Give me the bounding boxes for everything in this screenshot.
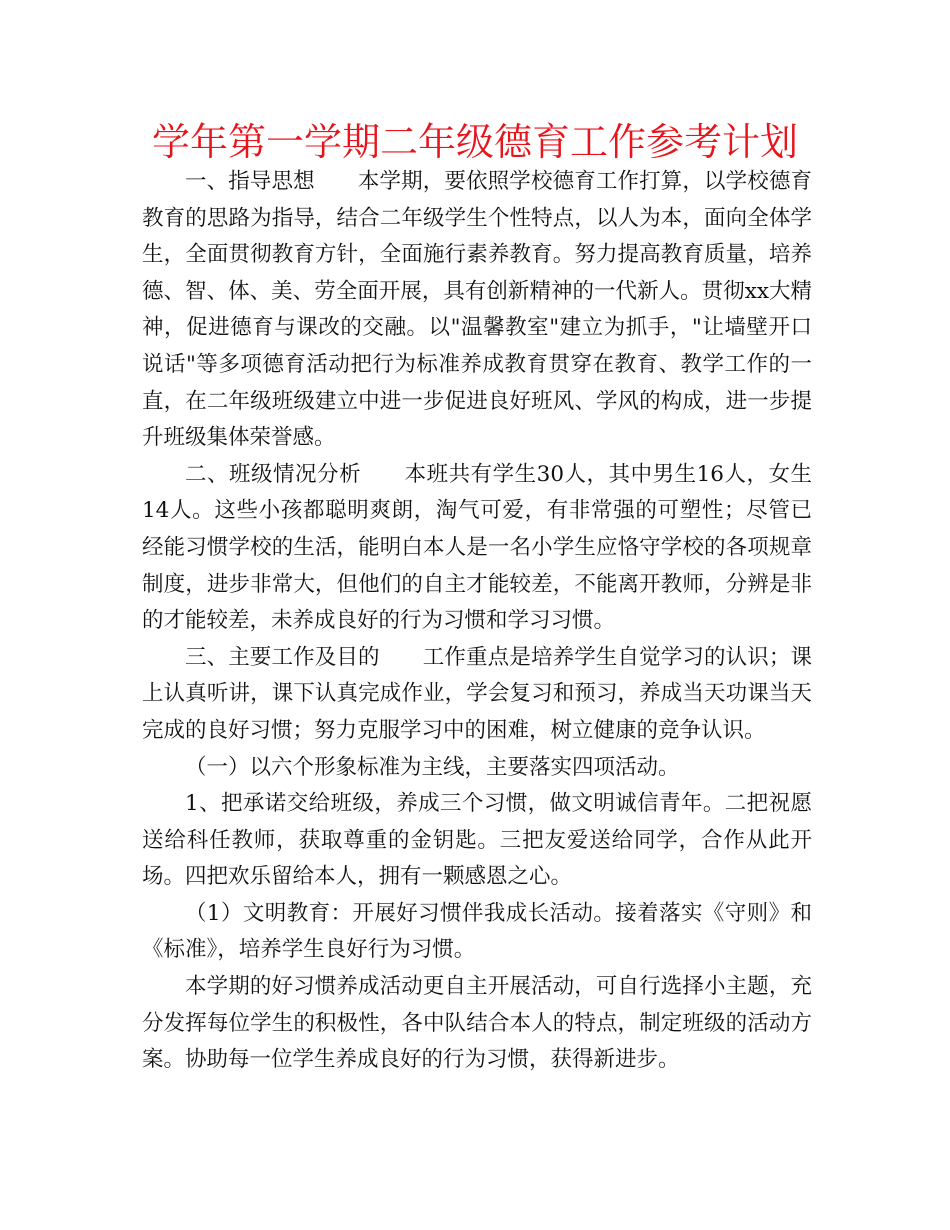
section-class-analysis: [142, 457, 812, 640]
section-heading: 二、班级情况分析: [185, 461, 362, 487]
paragraph: （1）文明教育：开展好习惯伴我成长活动。接着落实《守则》和《标准》，培养学生良好行为习惯。: [142, 900, 812, 963]
section-text: 本班共有学生30人，其中男生16人，女生14人。这些小孩都聪明爽朗，淘气可爱，有非常强的可塑性；尽管已经能习惯学校的生活，能明白本人是一名小学生应恪守学校的各项规章制度，进步非常大，但他们的自主才能较差，不能离开教师，分辨是非的才能较差，未养成良好的行为习惯和学习习惯。: [142, 461, 812, 634]
document-title: 学年第一学期二年级德育工作参考计划: [151, 120, 798, 164]
document-body: [142, 164, 812, 1079]
section-text: 本学期，要依照学校德育工作打算，以学校德育教育的思路为指导，结合二年级学生个性特点，以人为本，面向全体学生，全面贯彻教育方针，全面施行素养教育。努力提高教育质量，培养德、智、体、美、劳全面开展，具有创新精神的一代新人。贯彻xx大精神，促进德育与课改的交融。以"温馨教室"建立为抓手，"让墙壁开口说话"等多项德育活动把行为标准养成教育贯穿在教育、教学工作的一直，在二年级班级建立中进一步促进良好班风、学风的构成，进一步提升班级集体荣誉感。: [142, 169, 812, 451]
section-main-work: [142, 640, 812, 750]
section-guiding-ideology: [142, 164, 812, 457]
section-text: 工作重点是培养学生自觉学习的认识；课上认真听讲，课下认真完成作业，学会复习和预习，养成当天功课当天完成的良好习惯；努力克服学习中的困难，树立健康的竞争认识。: [142, 644, 812, 743]
paragraph: 1、把承诺交给班级，养成三个习惯，做文明诚信青年。二把祝愿送给科任教师，获取尊重的金钥匙。三把友爱送给同学，合作从此开场。四把欢乐留给本人，拥有一颗感恩之心。: [142, 791, 812, 890]
section-heading: 一、指导思想: [185, 169, 315, 194]
paragraph: 本学期的好习惯养成活动更自主开展活动，可自行选择小主题，充分发挥每位学生的积极性，各中队结合本人的特点，制定班级的活动方案。协助每一位学生养成良好的行为习惯，获得新进步。: [142, 974, 812, 1073]
section-heading: 三、主要工作及目的: [185, 644, 380, 670]
paragraph-subheading: （一）以六个形象标准为主线，主要落实四项活动。: [185, 754, 680, 780]
